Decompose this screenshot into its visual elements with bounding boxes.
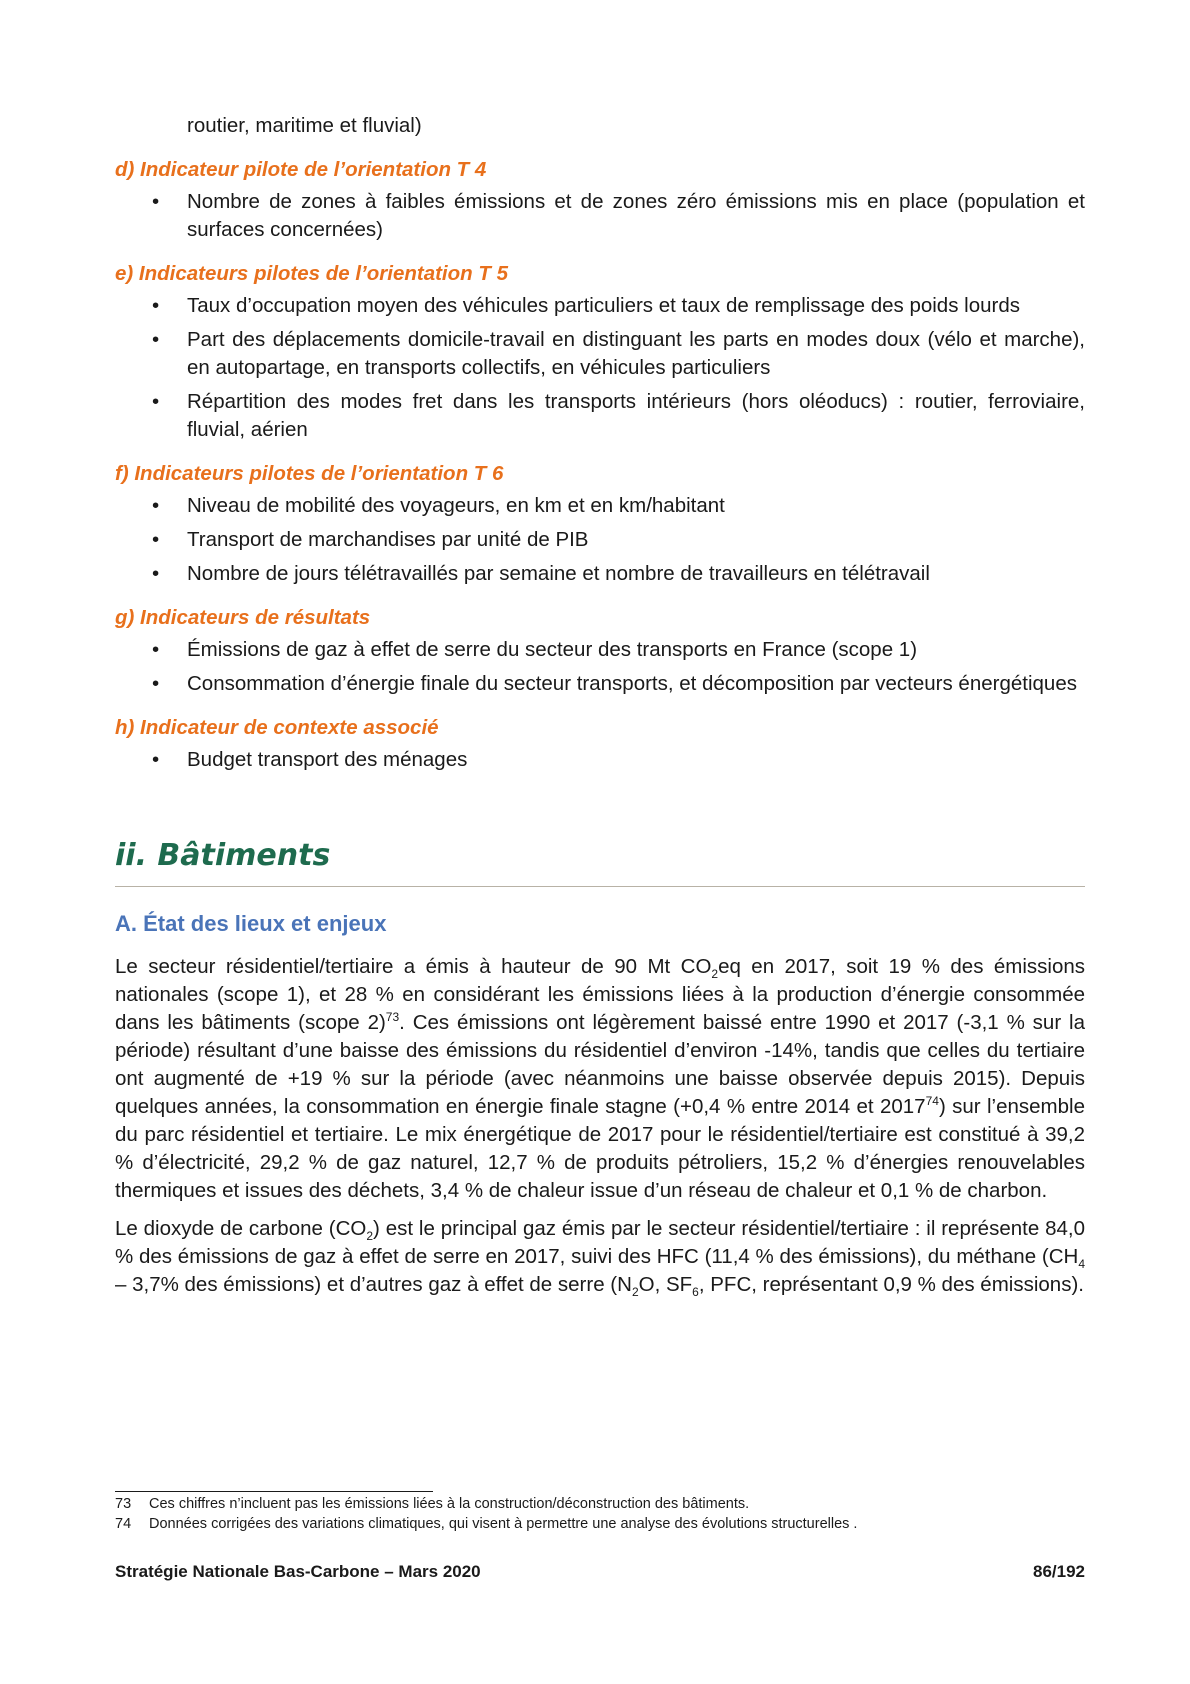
footnote-text: Données corrigées des variations climatiques, qui visent à permettre une analyse des évolutions structurelles . bbox=[149, 1516, 858, 1532]
subsection-title: A. État des lieux et enjeux bbox=[115, 911, 387, 936]
text-run: , PFC, représentant 0,9 % des émissions). bbox=[698, 1273, 1084, 1296]
text-run: – 3,7% des émissions) et d’autres gaz à effet de serre (N bbox=[115, 1273, 632, 1296]
footnote-number: 73 bbox=[115, 1496, 132, 1512]
footer-document-title: Stratégie Nationale Bas-Carbone – Mars 2020 bbox=[115, 1562, 481, 1581]
list-item bbox=[115, 746, 1085, 774]
footnote-text: Ces chiffres n’incluent pas les émissions liées à la construction/déconstruction des bâtiments. bbox=[149, 1496, 750, 1512]
bullet-list bbox=[115, 292, 1085, 444]
subscript: 4 bbox=[1078, 1257, 1085, 1272]
list-item-text: Budget transport des ménages bbox=[187, 748, 468, 771]
indicator-section-d bbox=[115, 156, 1085, 244]
list-item-text: Répartition des modes fret dans les transports intérieurs (hors oléoducs) : routier, ferroviaire, fluvial, aérien bbox=[187, 390, 1085, 441]
text-run: ) sur l’ensemble du parc résidentiel et tertiaire. Le mix énergétique de 2017 pour le résidentiel/tertiaire est constitué à 39,2 % d’électricité, 29,2 % de gaz naturel, 12,7 % de produits pétroliers, 15,2 % d’énergies renouvelables thermiques et issues des déchets, 3,4 % de chaleur issue d’un réseau de chaleur et 0,1 % de charbon. bbox=[115, 1095, 1085, 1202]
list-item bbox=[115, 526, 1085, 554]
footnote-number: 74 bbox=[115, 1516, 132, 1532]
list-item-text: Consommation d’énergie finale du secteur transports, et décomposition par vecteurs énergétiques bbox=[187, 672, 1077, 695]
text-run: eq en 2017, soit 19 % des émissions nationales (scope 1), et 28 % en considérant les émissions liées à la production d’énergie consommée dans les bâtiments (scope 2) bbox=[115, 955, 1085, 1034]
subscript: 6 bbox=[692, 1285, 699, 1300]
list-item bbox=[115, 492, 1085, 520]
section-heading: g) Indicateurs de résultats bbox=[115, 606, 371, 629]
list-item bbox=[115, 560, 1085, 588]
list-item bbox=[115, 188, 1085, 244]
bullet-icon: • bbox=[152, 672, 160, 695]
indicator-section-f bbox=[115, 460, 1085, 588]
footnote-73 bbox=[115, 1494, 1085, 1514]
list-item-text: Nombre de zones à faibles émissions et de zones zéro émissions mis en place (population et surfaces concernées) bbox=[187, 190, 1085, 241]
page-content bbox=[115, 112, 1085, 1309]
section-heading: f) Indicateurs pilotes de l’orientation T 6 bbox=[115, 462, 504, 485]
text-run: Le dioxyde de carbone (CO bbox=[115, 1217, 367, 1240]
list-item bbox=[115, 670, 1085, 698]
text-run: O, SF bbox=[638, 1273, 693, 1296]
list-item-text: Nombre de jours télétravaillés par semaine et nombre de travailleurs en télétravail bbox=[187, 562, 930, 585]
bullet-icon: • bbox=[152, 328, 160, 351]
list-item bbox=[115, 292, 1085, 320]
bullet-icon: • bbox=[152, 638, 160, 661]
bullet-icon: • bbox=[152, 190, 160, 213]
text-run: . Ces émissions ont légèrement baissé entre 1990 et 2017 (-3,1 % sur la période) résultant d’une baisse des émissions du résidentiel d’environ -14%, tandis que celles du tertiaire ont augmenté de +19 % sur la période (avec néanmoins une baisse observée depuis 2015). Depuis quelques années, la consommation en énergie finale stagne (+0,4 % entre 2014 et 2017 bbox=[115, 1011, 1085, 1118]
bullet-list bbox=[115, 636, 1085, 698]
body-paragraph-1 bbox=[115, 953, 1085, 1205]
bullet-list bbox=[115, 188, 1085, 244]
bullet-icon: • bbox=[152, 390, 160, 413]
bullet-list bbox=[115, 492, 1085, 588]
section-heading: e) Indicateurs pilotes de l’orientation T 5 bbox=[115, 262, 508, 285]
footnote-74 bbox=[115, 1514, 1085, 1534]
indicator-section-g bbox=[115, 604, 1085, 698]
list-item-text: Transport de marchandises par unité de PIB bbox=[187, 528, 589, 551]
body-paragraph-2 bbox=[115, 1215, 1085, 1299]
text-run: Le secteur résidentiel/tertiaire a émis à hauteur de 90 Mt CO bbox=[115, 955, 712, 978]
footnote-ref-73[interactable]: 73 bbox=[385, 1010, 400, 1025]
list-item-text: Émissions de gaz à effet de serre du secteur des transports en France (scope 1) bbox=[187, 638, 918, 661]
list-item-text: Niveau de mobilité des voyageurs, en km et en km/habitant bbox=[187, 494, 725, 517]
indicator-section-e bbox=[115, 260, 1085, 444]
text-run: ) est le principal gaz émis par le secteur résidentiel/tertiaire : il représente 84,0 % des émissions de gaz à effet de serre en 2017, suivi des HFC (11,4 % des émissions), du méthane (CH bbox=[115, 1217, 1085, 1268]
page-footer bbox=[115, 1562, 1085, 1582]
list-item-text: Taux d’occupation moyen des véhicules particuliers et taux de remplissage des poids lourds bbox=[187, 294, 1020, 317]
section-heading: h) Indicateur de contexte associé bbox=[115, 716, 439, 739]
footnotes bbox=[115, 1494, 1085, 1534]
footnote-ref-74[interactable]: 74 bbox=[925, 1094, 939, 1109]
list-item-text: Part des déplacements domicile-travail en distinguant les parts en modes doux (vélo et marche), en autopartage, en transports collectifs, en véhicules particuliers bbox=[187, 328, 1085, 379]
section-heading: d) Indicateur pilote de l’orientation T 4 bbox=[115, 158, 487, 181]
subscript: 2 bbox=[631, 1285, 639, 1300]
continuation-line: routier, maritime et fluvial) bbox=[187, 114, 422, 137]
bullet-icon: • bbox=[152, 528, 160, 551]
bullet-icon: • bbox=[152, 562, 160, 585]
page-number: 86/192 bbox=[1033, 1562, 1085, 1581]
bullet-icon: • bbox=[152, 748, 160, 771]
list-item bbox=[115, 636, 1085, 664]
subscript: 2 bbox=[711, 967, 719, 982]
list-item bbox=[115, 326, 1085, 382]
bullet-icon: • bbox=[152, 294, 160, 317]
bullet-list bbox=[115, 746, 1085, 774]
subscript: 2 bbox=[366, 1229, 374, 1244]
indicator-section-h bbox=[115, 714, 1085, 774]
section-title: ii. Bâtiments bbox=[115, 836, 1085, 887]
list-item bbox=[115, 388, 1085, 444]
bullet-icon: • bbox=[152, 494, 160, 517]
footnote-separator bbox=[115, 1491, 433, 1492]
